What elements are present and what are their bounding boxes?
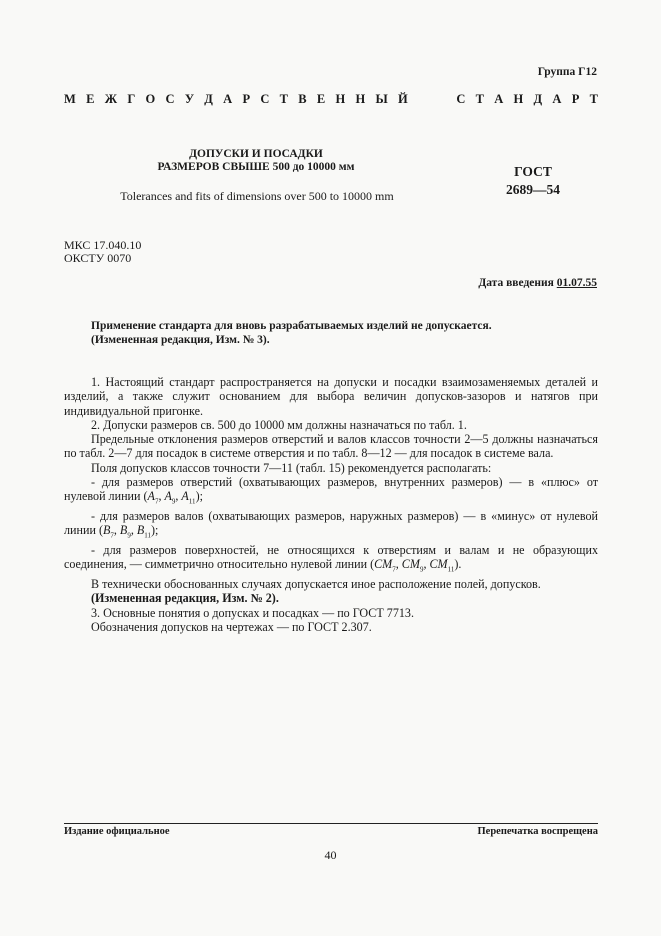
subscript: 9: [419, 565, 424, 574]
p6-text: - для размеров валов (охватывающих размеров, наружных размеров) — в «минус» от нулевой линии (: [64, 509, 598, 538]
heading-letter: Т: [475, 92, 484, 106]
paragraph-7: - для размеров поверхностей, не относящихся к отверстиям и валам и не образующих соединения, — симметрично относительно нулевой линии ($CM_7$, $CM_9$, $CM_{11}$).: [64, 543, 598, 574]
p5-end: );: [195, 489, 203, 504]
symbol: A: [164, 489, 172, 504]
introduction-date: [478, 277, 597, 289]
heading-letter: М: [64, 92, 76, 106]
gost-designation: [500, 163, 566, 199]
heading-letter: О: [145, 92, 156, 106]
intro-date-label: Дата введения: [478, 277, 554, 289]
paragraph-3: Предельные отклонения размеров отверстий и валов классов точности 2—5 должны назначаться по табл. 2—7 для посадок в системе отверстия и по табл. 8—12 — для посадок в системе вала.: [64, 432, 598, 461]
heading-letter: Р: [571, 92, 580, 106]
paragraph-1: 1. Настоящий стандарт распространяется на допуски и посадки взаимозаменяемых деталей и изделий, а также служит основанием для выбора величин допусков-зазоров и натягов при индивидуальной пригонке.: [64, 375, 598, 418]
symbol: B: [136, 523, 145, 538]
group-code: Группа Г12: [537, 66, 597, 78]
symbol: A: [147, 489, 155, 504]
classification-codes: [64, 239, 141, 265]
subscript: 9: [171, 497, 176, 506]
heading-letter: С: [260, 92, 270, 106]
symbol: B: [102, 523, 111, 538]
p7-end: ).: [454, 557, 462, 572]
symbol: CM: [374, 557, 393, 572]
subscript: 7: [154, 497, 159, 506]
title-line-1: ДОПУСКИ И ПОСАДКИ: [189, 148, 323, 160]
heading-letter: Т: [589, 92, 598, 106]
paragraph-2: 2. Допуски размеров св. 500 до 10000 мм должны назначаться по табл. 1.: [91, 417, 467, 432]
paragraph-11: Обозначения допусков на чертежах — по ГОСТ 2.307.: [91, 619, 372, 634]
reprint-prohibited-label: Перепечатка воспрещена: [477, 826, 598, 837]
heading-letter: Т: [279, 92, 289, 106]
heading-letter: А: [223, 92, 233, 106]
page-number: 40: [324, 848, 337, 862]
subscript: 11: [447, 565, 455, 574]
document-body: [64, 375, 598, 634]
intro-date-value: 01.07.55: [556, 277, 597, 289]
title-line-2: РАЗМЕРОВ СВЫШЕ 500 до 10000 мм: [157, 161, 355, 173]
paragraph-8: В технически обоснованных случаях допускается иное расположение полей, допусков.: [91, 577, 541, 592]
footer-divider: [64, 823, 598, 824]
symbol: CM: [401, 557, 420, 572]
paragraph-6: - для размеров валов (охватывающих размеров, наружных размеров) — в «минус» от нулевой линии ($B_7$, $B_9$, $B_{11}$);: [64, 509, 598, 540]
okstu-code: ОКСТУ 0070: [64, 251, 132, 265]
p5-text: - для размеров отверстий (охватывающих размеров, внутренних размеров) — в «плюс» от нулевой линии (: [64, 475, 598, 504]
heading-letter: Н: [355, 92, 366, 106]
english-title: Tolerances and fits of dimensions over 500 to 10000 mm: [120, 189, 394, 203]
heading-letter: Е: [86, 92, 95, 106]
heading-letter: А: [494, 92, 504, 106]
heading-letter: Ы: [375, 92, 388, 106]
interstate-standard-heading: [64, 92, 598, 107]
mks-code: МКС 17.040.10: [64, 238, 142, 252]
heading-letter: Г: [127, 92, 136, 106]
heading-letter: Н: [335, 92, 346, 106]
heading-letter: Й: [398, 92, 408, 106]
symbol: A: [181, 489, 189, 504]
gost-number: 2689—54: [506, 182, 560, 197]
p7-text: - для размеров поверхностей, не относящихся к отверстиям и валам и не образующих соединения, — симметрично относительно нулевой линии (: [64, 543, 598, 572]
heading-letter: А: [552, 92, 562, 106]
official-edition-label: Издание официальное: [64, 826, 170, 837]
symbol: B: [119, 523, 128, 538]
document-title: [120, 148, 392, 174]
subscript: 7: [110, 531, 114, 540]
heading-letter: С: [456, 92, 466, 106]
p6-end: );: [151, 523, 159, 538]
subscript: 11: [188, 497, 196, 506]
subscript: 7: [392, 565, 396, 574]
subscript: 11: [144, 531, 151, 540]
word-gap: [418, 92, 446, 107]
notice-line-2: (Измененная редакция, Изм. № 3).: [91, 334, 270, 346]
subscript: 9: [127, 531, 131, 540]
heading-letter: Р: [242, 92, 251, 106]
paragraph-4: Поля допусков классов точности 7—11 (табл. 15) рекомендуется располагать:: [91, 460, 492, 475]
heading-letter: В: [298, 92, 307, 106]
paragraph-5: - для размеров отверстий (охватывающих размеров, внутренних размеров) — в «плюс» от нулевой линии ($A_7$, $A_9$, $A_{11}$);: [64, 475, 598, 506]
gost-label: ГОСТ: [514, 164, 552, 179]
heading-letter: С: [165, 92, 175, 106]
paragraph-10: 3. Основные понятия о допусках и посадках — по ГОСТ 7713.: [91, 605, 414, 620]
heading-letter: Е: [316, 92, 326, 106]
heading-letter: Д: [204, 92, 213, 106]
usage-notice: [91, 319, 611, 347]
heading-letter: Н: [513, 92, 524, 106]
amendment-note: (Измененная редакция, Изм. № 2).: [91, 591, 279, 606]
symbol: CM: [429, 557, 448, 572]
heading-letter: Д: [533, 92, 543, 106]
heading-letter: У: [184, 92, 195, 106]
heading-letter: Ж: [104, 92, 118, 106]
notice-line-1: Применение стандарта для вновь разрабатываемых изделий не допускается.: [91, 320, 492, 332]
